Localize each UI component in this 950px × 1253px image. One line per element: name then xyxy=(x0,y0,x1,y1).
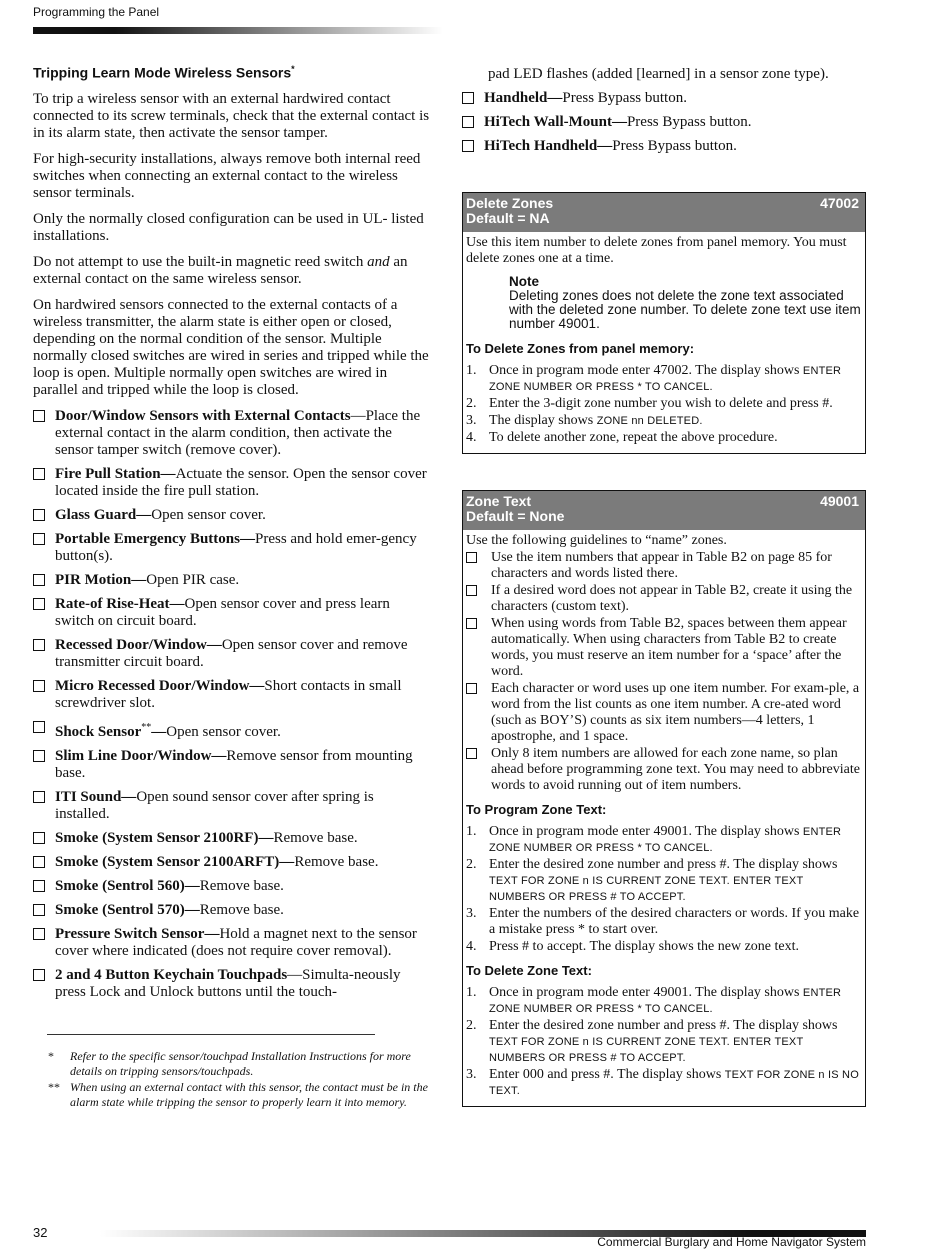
panel-title: Delete Zones xyxy=(466,195,554,211)
checklist-item xyxy=(33,854,431,871)
item-action: —Simulta-neously press Lock and Unlock buttons until the touch- xyxy=(55,966,401,1000)
item-name: Slim Line Door/Window— xyxy=(55,747,227,764)
display-message: TEXT FOR ZONE n IS CURRENT ZONE TEXT. ENTER TEXT NUMBERS OR PRESS # TO ACCEPT. xyxy=(489,875,804,903)
item-text xyxy=(55,572,239,589)
step xyxy=(466,857,861,905)
guideline-text: Use the item numbers that appear in Table B2 on page 85 for characters and words listed there. xyxy=(491,550,832,581)
header-rule xyxy=(33,27,443,34)
step-instruction: Once in program mode enter 49001. The display shows xyxy=(489,824,803,839)
step-instruction: Enter the desired zone number and press #. The display shows xyxy=(489,1018,838,1033)
sensor-list-continued xyxy=(462,66,866,155)
checklist-item xyxy=(33,830,431,847)
checkbox-icon xyxy=(466,683,477,694)
item-text xyxy=(55,830,358,847)
display-message: ENTER ZONE NUMBER OR PRESS * TO CANCEL. xyxy=(489,826,842,854)
item-action: Remove sensor from mounting base. xyxy=(55,747,413,781)
panel-default: Default = None xyxy=(466,508,565,524)
guideline-item xyxy=(466,616,861,680)
checkbox-icon xyxy=(462,116,474,128)
subheading: To Delete Zone Text: xyxy=(466,963,592,978)
checklist-item xyxy=(33,531,431,565)
checkbox-icon xyxy=(33,832,45,844)
paragraph: Do not attempt to use the built-in magnetic reed switch and an external contact on the same wireless sensor. xyxy=(33,253,408,287)
step-number: 1. xyxy=(466,985,477,1000)
footer-title: Commercial Burglary and Home Navigator System xyxy=(597,1235,866,1249)
step xyxy=(466,413,861,429)
item-text xyxy=(55,531,431,565)
footnote xyxy=(48,1049,428,1079)
step-text xyxy=(489,939,799,955)
step-number: 2. xyxy=(466,396,477,411)
step-text xyxy=(489,906,861,938)
note xyxy=(509,275,861,331)
step-text xyxy=(489,363,861,395)
item-text xyxy=(55,408,431,459)
panel-intro: Use the following guidelines to “name” zones. xyxy=(466,533,727,548)
checklist-item xyxy=(33,719,431,741)
footnote-mark: * xyxy=(48,1049,54,1063)
checklist-item xyxy=(462,114,866,131)
delete-zones-panel xyxy=(462,192,866,454)
panel-default: Default = NA xyxy=(466,210,550,226)
step-instruction: Once in program mode enter 49001. The display shows xyxy=(489,985,803,1000)
item-name: HiTech Handheld— xyxy=(484,138,613,154)
footnotes xyxy=(48,1049,428,1111)
guideline-item xyxy=(466,746,861,794)
item-text xyxy=(55,637,431,671)
item-text xyxy=(55,507,266,524)
item-action: Remove base. xyxy=(199,877,284,894)
step xyxy=(466,939,861,955)
display-message: ENTER ZONE NUMBER OR PRESS * TO CANCEL. xyxy=(489,987,842,1015)
step xyxy=(466,906,861,938)
item-text xyxy=(55,854,378,871)
item-text xyxy=(55,719,281,741)
item-action: Remove base. xyxy=(294,853,379,870)
step-text xyxy=(489,1018,861,1066)
item-text xyxy=(55,926,431,960)
paragraph: For high-security installations, always remove both internal reed switches when connecting an external contact to the wireless sensor terminals. xyxy=(33,150,421,201)
step-instruction: Enter the desired zone number and press #. The display shows xyxy=(489,857,838,872)
checklist-item xyxy=(462,138,866,155)
checkbox-icon xyxy=(33,969,45,981)
item-text xyxy=(55,466,431,500)
panel-title: Zone Text xyxy=(466,493,532,509)
step-instruction: Enter 000 and press #. The display shows xyxy=(489,1067,725,1082)
step-number: 2. xyxy=(466,857,477,872)
item-name: Portable Emergency Buttons— xyxy=(55,530,255,547)
item-text xyxy=(55,902,284,919)
step-instruction: Once in program mode enter 47002. The display shows xyxy=(489,363,803,378)
step-text xyxy=(489,430,778,446)
step-number: 4. xyxy=(466,939,477,954)
checkbox-icon xyxy=(33,750,45,762)
checklist-item xyxy=(33,637,431,671)
checklist-item xyxy=(33,926,431,960)
item-text xyxy=(55,967,431,1001)
step-text xyxy=(489,396,833,412)
step-text xyxy=(489,985,861,1017)
step xyxy=(466,430,861,446)
item-action: Press Bypass button. xyxy=(562,90,687,106)
footnote-rule xyxy=(47,1034,375,1035)
checkbox-icon xyxy=(33,468,45,480)
guideline-text: When using words from Table B2, spaces between them appear automatically. When using characters from Table B2 to create words, you must reserve an item number for a ‘space’ after the word. xyxy=(491,616,847,679)
step-instruction: Enter the 3-digit zone number you wish to delete and press #. xyxy=(489,396,833,411)
guideline-text: Each character or word uses up one item number. For exam-ple, a word from the list counts as one item number. A cre-ated word (such as BOY’S) counts as six item numbers—4 letters, 1 apostrophe, and 1 space. xyxy=(491,681,860,744)
step-number: 4. xyxy=(466,430,477,445)
checkbox-icon xyxy=(33,904,45,916)
item-name: Smoke (System Sensor 2100ARFT)— xyxy=(55,853,295,870)
guideline-item xyxy=(466,681,861,745)
subheading: To Program Zone Text: xyxy=(466,802,607,817)
display-message: ENTER ZONE NUMBER OR PRESS * TO CANCEL. xyxy=(489,365,842,393)
checkbox-icon xyxy=(462,140,474,152)
checklist-item xyxy=(33,902,431,919)
item-name: HiTech Wall-Mount— xyxy=(484,114,627,130)
checklist-item xyxy=(462,90,866,107)
note-text: Deleting zones does not delete the zone text associated with the deleted zone number. To delete zone text use item number 49001. xyxy=(509,288,861,331)
running-head: Programming the Panel xyxy=(33,5,160,19)
item-action: Press Bypass button. xyxy=(626,114,752,130)
step-number: 1. xyxy=(466,363,477,378)
checkbox-icon xyxy=(466,585,477,596)
item-text xyxy=(484,90,687,107)
item-name: Glass Guard— xyxy=(55,506,152,523)
panel-header xyxy=(463,193,865,232)
panel-intro: Use this item number to delete zones from panel memory. You must delete zones one at a time. xyxy=(466,235,847,266)
checkbox-icon xyxy=(33,928,45,940)
item-name: PIR Motion— xyxy=(55,571,147,588)
guideline-text: If a desired word does not appear in Table B2, create it using the characters (custom text). xyxy=(491,583,853,614)
checkbox-icon xyxy=(33,856,45,868)
footnote-text: When using an external contact with this sensor, the contact must be in the alarm state while tripping the sensor to properly learn it into memory. xyxy=(70,1080,428,1109)
item-name: Shock Sensor xyxy=(55,723,142,740)
subheading: To Delete Zones from panel memory: xyxy=(466,341,695,356)
checklist-item xyxy=(33,789,431,823)
checklist-item xyxy=(33,967,431,1001)
checklist-item xyxy=(33,596,431,630)
note-title: Note xyxy=(509,274,539,289)
zone-text-panel xyxy=(462,490,866,1107)
step-number: 3. xyxy=(466,413,477,428)
checklist-item xyxy=(33,466,431,500)
item-name: Fire Pull Station— xyxy=(55,465,176,482)
item-action: Press and hold emer-gency button(s). xyxy=(55,530,417,564)
item-name: 2 and 4 Button Keychain Touchpads xyxy=(55,966,288,983)
checkbox-icon xyxy=(33,598,45,610)
sensor-list xyxy=(33,408,431,1001)
checkbox-icon xyxy=(33,509,45,521)
step-number: 3. xyxy=(466,1067,477,1082)
guideline-text: Only 8 item numbers are allowed for each zone name, so plan ahead before programming zone text. You may need to abbreviate words to avoid running out of item numbers. xyxy=(491,746,860,793)
display-message: TEXT FOR ZONE n IS CURRENT ZONE TEXT. ENTER TEXT NUMBERS OR PRESS # TO ACCEPT. xyxy=(489,1036,804,1064)
section-title: Tripping Learn Mode Wireless Sensors* xyxy=(33,64,295,81)
footnote-mark: ** xyxy=(141,721,152,733)
item-text xyxy=(55,748,431,782)
checkbox-icon xyxy=(33,574,45,586)
step-text xyxy=(489,413,703,429)
footnote-mark: ** xyxy=(48,1080,60,1094)
checkbox-icon xyxy=(33,410,45,422)
step-number: 3. xyxy=(466,906,477,921)
checkbox-icon xyxy=(462,92,474,104)
step-number: 1. xyxy=(466,824,477,839)
item-action: Actuate the sensor. Open the sensor cover located inside the fire pull station. xyxy=(55,465,427,499)
step xyxy=(466,824,861,856)
item-name: Pressure Switch Sensor— xyxy=(55,925,220,942)
checkbox-icon xyxy=(33,791,45,803)
item-text xyxy=(55,596,431,630)
item-action: Open sensor cover. xyxy=(151,506,266,523)
step xyxy=(466,1018,861,1066)
item-action: Press Bypass button. xyxy=(612,138,737,154)
left-column xyxy=(33,64,431,1008)
checklist-item xyxy=(33,748,431,782)
step xyxy=(466,1067,861,1099)
checkbox-icon xyxy=(466,552,477,563)
right-column xyxy=(462,66,866,1143)
item-action: Open sensor cover and remove transmitter circuit board. xyxy=(55,636,408,670)
item-number: 49001 xyxy=(820,493,859,509)
step-number: 2. xyxy=(466,1018,477,1033)
step-instruction: Press # to accept. The display shows the new zone text. xyxy=(489,939,800,954)
item-name: Handheld— xyxy=(484,90,563,106)
guideline-item xyxy=(466,583,861,615)
checklist-item xyxy=(33,678,431,712)
step xyxy=(466,985,861,1017)
item-dash: — xyxy=(151,723,167,740)
item-text xyxy=(55,678,431,712)
checklist-item xyxy=(33,507,431,524)
item-action: Short contacts in small screwdriver slot. xyxy=(55,677,402,711)
footnote xyxy=(48,1080,428,1110)
panel-header xyxy=(463,491,865,530)
item-text xyxy=(484,138,737,155)
item-text xyxy=(55,789,431,823)
item-action: Remove base. xyxy=(199,901,284,918)
item-name: Recessed Door/Window— xyxy=(55,636,222,653)
item-action: Open PIR case. xyxy=(146,571,240,588)
checkbox-icon xyxy=(33,533,45,545)
item-action: Open sensor cover. xyxy=(166,723,281,740)
item-name: Smoke (System Sensor 2100RF)— xyxy=(55,829,274,846)
item-action: Open sensor cover and press learn switch on circuit board. xyxy=(55,595,390,629)
checkbox-icon xyxy=(33,721,45,733)
checklist-item xyxy=(33,408,431,459)
item-name: Rate-of Rise-Heat— xyxy=(55,595,185,612)
guideline-item xyxy=(466,550,861,582)
item-name: Smoke (Sentrol 570)— xyxy=(55,901,200,918)
item-action: —Place the external contact in the alarm condition, then activate the sensor tamper switch (remove cover). xyxy=(55,407,421,458)
item-text xyxy=(55,878,284,895)
item-action: Open sound sensor cover after spring is installed. xyxy=(55,788,374,822)
item-number: 47002 xyxy=(820,195,859,211)
footnote-text: Refer to the specific sensor/touchpad Installation Instructions for more details on tripping sensors/touchpads. xyxy=(70,1049,411,1078)
checkbox-icon xyxy=(466,618,477,629)
page-number: 32 xyxy=(33,1225,48,1240)
item-name: Smoke (Sentrol 560)— xyxy=(55,877,200,894)
step-text xyxy=(489,824,861,856)
paragraph: Only the normally closed configuration can be used in UL- listed installations. xyxy=(33,210,424,244)
step xyxy=(466,396,861,412)
item-text xyxy=(484,114,752,131)
step-instruction: The display shows xyxy=(489,413,597,428)
step-instruction: To delete another zone, repeat the above procedure. xyxy=(489,430,778,445)
checkbox-icon xyxy=(466,748,477,759)
item-name: Door/Window Sensors with External Contacts xyxy=(55,407,351,424)
step-instruction: Enter the numbers of the desired characters or words. If you make a mistake press * to start over. xyxy=(489,906,860,937)
continued-text: pad LED flashes (added [learned] in a sensor zone type). xyxy=(488,66,829,82)
checklist-item xyxy=(33,878,431,895)
checkbox-icon xyxy=(33,880,45,892)
step-text xyxy=(489,857,861,905)
item-action: Hold a magnet next to the sensor cover where indicated (does not require cover removal). xyxy=(55,925,417,959)
step-text xyxy=(489,1067,861,1099)
paragraph: To trip a wireless sensor with an external hardwired contact connected to its screw terminals, check that the external contact is in its alarm state, then activate the sensor tamper. xyxy=(33,90,430,141)
item-action: Remove base. xyxy=(273,829,358,846)
step xyxy=(466,363,861,395)
paragraph: On hardwired sensors connected to the external contacts of a wireless transmitter, the alarm state is either open or closed, depending on the normal condition of the sensor. Multiple normally closed switches are wired in series and tripped while the loop is open. Multiple normally open switches are wired in parallel and tripped while the loop is closed. xyxy=(33,296,429,398)
item-name: Micro Recessed Door/Window— xyxy=(55,677,265,694)
checklist-item xyxy=(33,572,431,589)
checkbox-icon xyxy=(33,639,45,651)
display-message: ZONE nn DELETED. xyxy=(596,415,703,427)
display-message: TEXT FOR ZONE n IS NO TEXT. xyxy=(489,1069,859,1097)
item-name: ITI Sound— xyxy=(55,788,137,805)
checkbox-icon xyxy=(33,680,45,692)
